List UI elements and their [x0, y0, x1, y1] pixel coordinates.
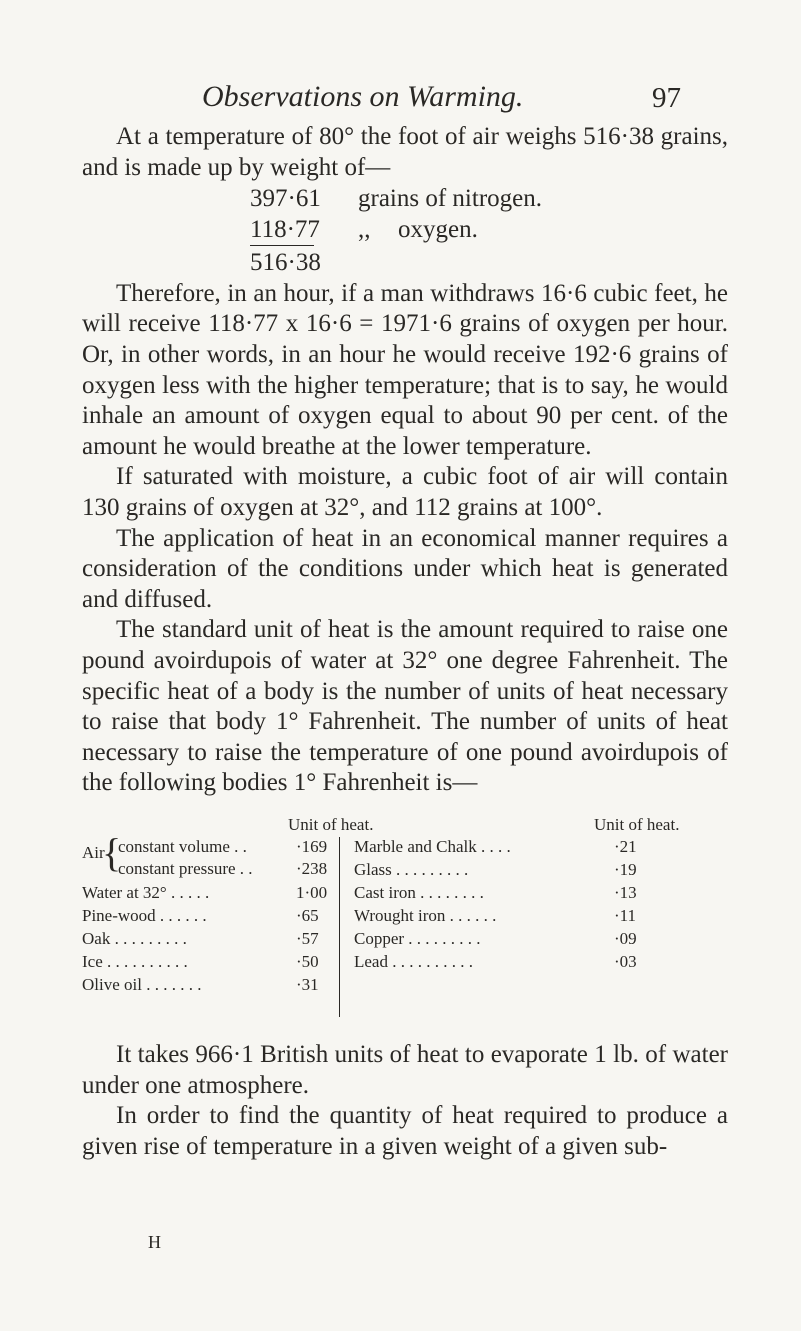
row-label: Wrought iron . . . . . .	[354, 906, 497, 925]
row-label: Copper . . . . . . . . .	[354, 929, 481, 948]
row-value: ·03	[614, 952, 637, 971]
row-value: ·13	[614, 883, 637, 902]
row-value: ·65	[296, 906, 319, 925]
row-label: Oak . . . . . . . . .	[82, 929, 187, 948]
row-value: ·21	[614, 837, 637, 856]
column-divider	[339, 837, 340, 1017]
specific-heat-table	[82, 815, 682, 1015]
row-value: ·57	[296, 929, 319, 948]
signature-mark: H	[148, 1232, 161, 1252]
calc-value: 118·77	[250, 216, 320, 244]
calc-value: 397·61	[250, 185, 321, 213]
table-row	[82, 906, 328, 928]
row-value: ·11	[614, 906, 637, 925]
row-value: ·31	[296, 975, 319, 994]
table-row	[118, 837, 328, 859]
table-row	[82, 975, 328, 997]
brace-icon: {	[102, 830, 122, 875]
paragraph-5: The standard unit of heat is the amount required to raise one pound avoirdupois of water at 32° one degree Fahrenheit. The specific heat of a body is the number of units of heat necessary to raise that body 1° Fahrenheit. The number of units of heat necessary to raise the temperature of one pound avoirdupois of the following bodies 1° Fahrenheit is—	[82, 616, 728, 797]
row-value: 1·00	[296, 883, 328, 902]
right-column-header: Unit of heat.	[594, 815, 680, 834]
row-value: ·09	[614, 929, 637, 948]
calc-text: oxygen.	[398, 216, 478, 244]
row-value: ·50	[296, 952, 319, 971]
table-row	[82, 952, 328, 974]
paragraph-4: The application of heat in an economical manner requires a consideration of the conditions under which heat is generated and diffused.	[82, 524, 728, 613]
running-title: Observations on Warming.	[202, 80, 524, 113]
calc-row-1	[250, 183, 728, 214]
row-label: Ice . . . . . . . . . .	[82, 952, 188, 971]
table-row	[354, 952, 674, 974]
left-column-header: Unit of heat.	[288, 815, 374, 834]
calc-text: grains of nitrogen.	[358, 185, 542, 213]
running-header	[0, 80, 801, 120]
table-row	[354, 929, 674, 951]
paragraph-2: Therefore, in an hour, if a man withdraws 16·6 cubic feet, he will receive 118·77 x 16·6 = 1971·6 grains of oxygen per hour. Or, in other words, in an hour he would receive 192·6 grains of oxygen less with the higher temperature; that is to say, he would inhale an amount of oxygen equal to about 90 per cent. of the amount he would breathe at the lower temperature.	[82, 279, 728, 460]
row-value: ·19	[614, 860, 637, 879]
closing-text	[82, 1040, 728, 1162]
paragraph-3: If saturated with moisture, a cubic foot of air will contain 130 grains of oxygen at 32°, and 112 grains at 100°.	[82, 463, 728, 521]
table-row	[82, 883, 328, 905]
body-text	[82, 122, 728, 799]
row-label: Cast iron . . . . . . . .	[354, 883, 484, 902]
row-label: constant pressure . .	[118, 859, 253, 878]
calc-row-2	[250, 214, 728, 245]
table-row	[354, 837, 674, 859]
table-row	[82, 929, 328, 951]
table-row	[354, 906, 674, 928]
row-value: ·169	[296, 837, 328, 856]
page-number: 97	[652, 82, 681, 114]
calc-sum: 516·38	[250, 245, 314, 279]
row-label: Glass . . . . . . . . .	[354, 860, 469, 879]
air-label: Air	[82, 843, 105, 862]
paragraph-1: At a temperature of 80° the foot of air weighs 516·38 grains, and is made up by weight of—	[82, 123, 728, 181]
table-row	[354, 860, 674, 882]
paragraph-6: It takes 966·1 British units of heat to evaporate 1 lb. of water under one atmosphere.	[82, 1041, 728, 1099]
paragraph-7: In order to find the quantity of heat required to produce a given rise of temperature in a given weight of a given sub-	[82, 1102, 728, 1160]
row-label: Marble and Chalk . . . .	[354, 837, 511, 856]
table-row	[354, 883, 674, 905]
row-label: Pine-wood . . . . . .	[82, 906, 207, 925]
row-label: Water at 32° . . . . .	[82, 883, 210, 902]
row-label: Lead . . . . . . . . . .	[354, 952, 473, 971]
row-value: ·238	[296, 859, 328, 878]
ditto-mark: ,,	[358, 216, 371, 244]
row-label: constant volume . .	[118, 837, 247, 856]
table-row	[118, 859, 328, 881]
row-label: Olive oil . . . . . . .	[82, 975, 202, 994]
